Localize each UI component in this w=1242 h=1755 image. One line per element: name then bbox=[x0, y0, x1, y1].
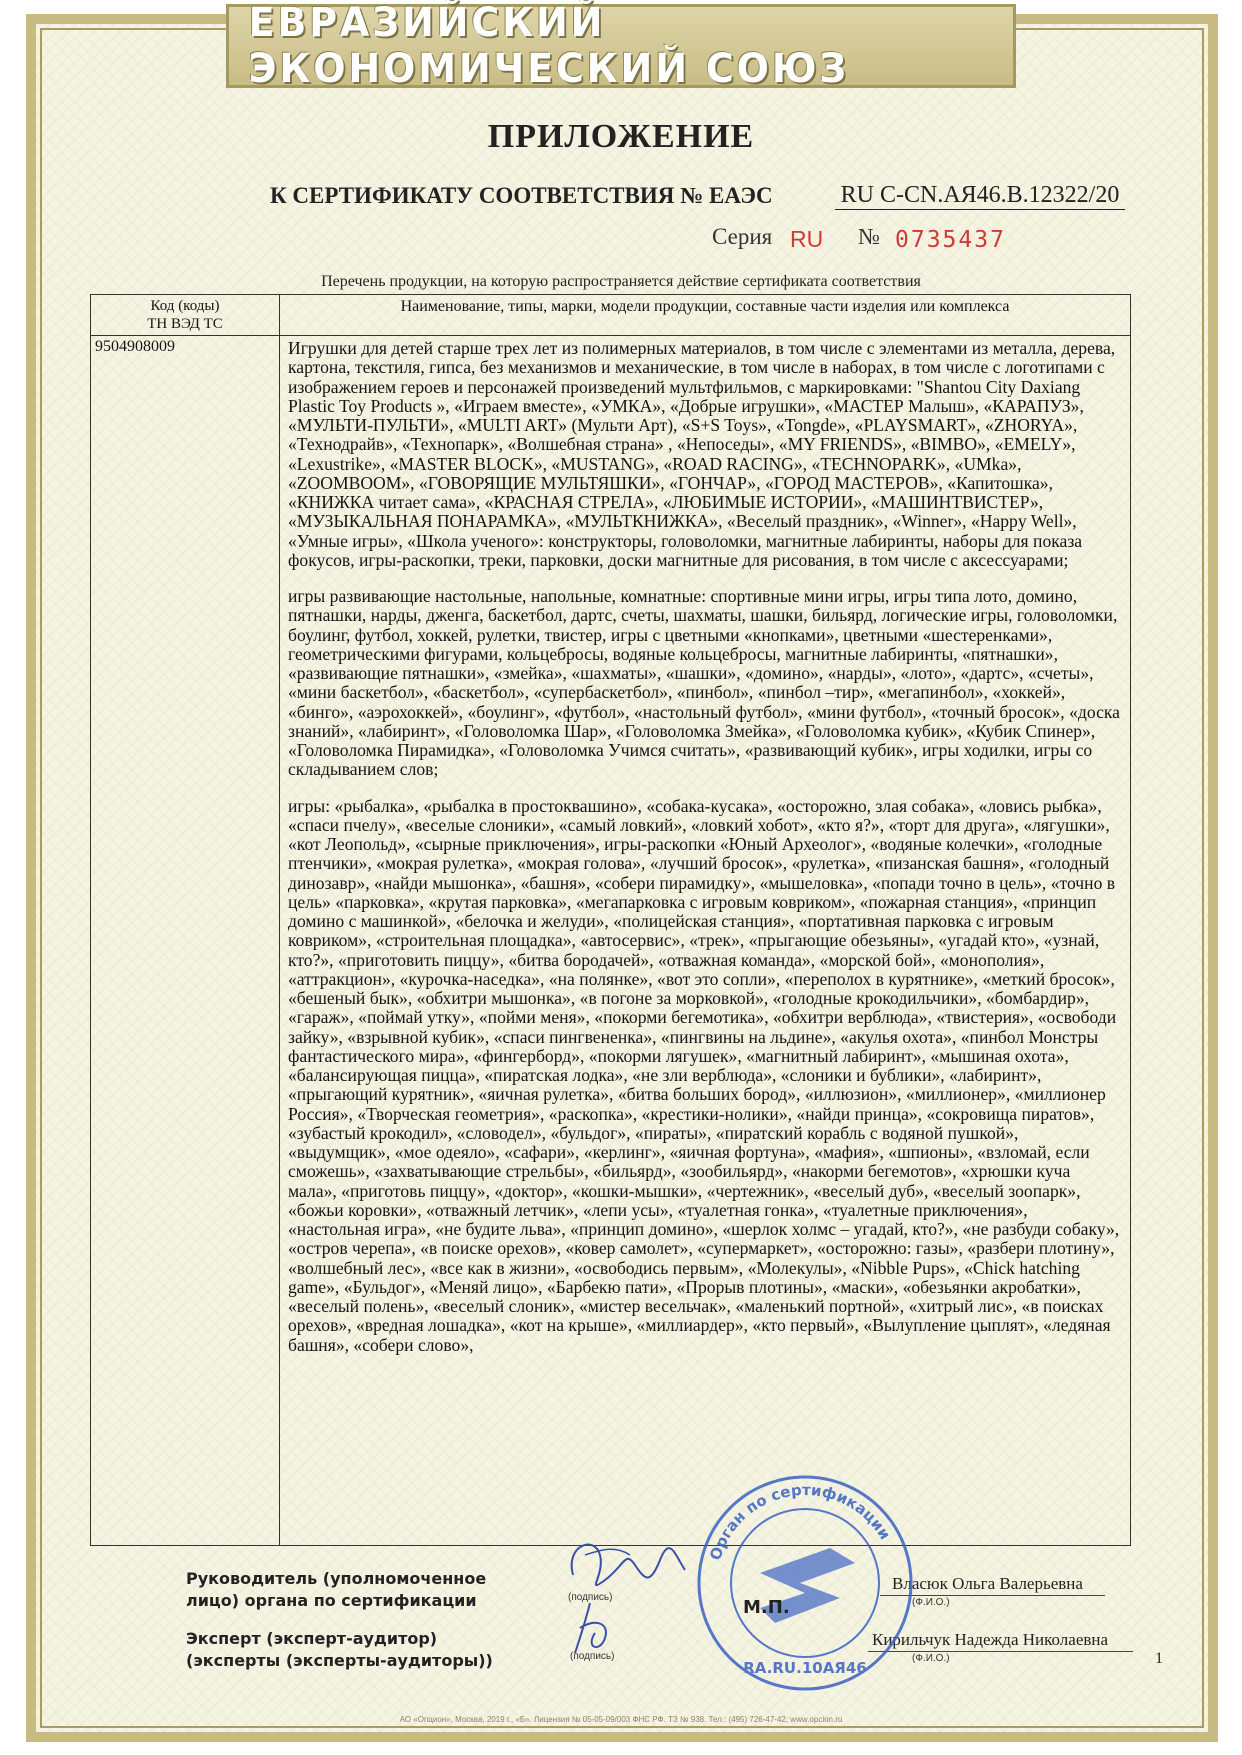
stamp-id-text: RA.RU.10АЯ46 bbox=[743, 1659, 867, 1677]
series-value: RU bbox=[790, 226, 824, 252]
table-row bbox=[91, 336, 1130, 1546]
description-paragraph-1: Игрушки для детей старше трех лет из полимерных материалов, в том числе с элементами из металла, дерева, картона, текстиля, гипса, без механизмов и механические, в том числе в наборах, в том числе с логотипами с изображением героев и персонажей произведений мультфильмов, с маркировками: "Shantou City Daxiang Plastic Toy Products », «Играем вместе», «УМКА», «Добрые игрушки», «МАСТЕР Малыш», «КАРАПУЗ», «МУЛЬТИ-ПУЛЬТИ», «MULTI ART» (Мульти Арт), «S+S Toys», «Tongde», «PLAYSMART», «ZHORYA», «Технодрайв», «Технопарк», «Волшебная страна» , «Непоседы», «MY FRIENDS», «BIMBO», «EMELY», «Lexustrike», «MASTER BLOCK», «MUSTANG», «ROAD RACING», «TECHNOPARK», «UMka», «ZOOMBOOM», «ГОВОРЯЩИЕ МУЛЬТЯШКИ», «ГОНЧАР», «ГОРОД МАСТЕРОВ», «Капитошка», «КНИЖКА читает сама», «КРАСНАЯ СТРЕЛА», «ЛЮБИМЫЕ ИСТОРИИ», «МАШИНТВИСТЕР», «МУЗЫКАЛЬНАЯ ПОНАРАМКА», «МУЛЬТКНИЖКА», «Веселый праздник», «Winner», «Happy Well», «Умные игры», «Школа ученого»: конструкторы, головоломки, магнитные лабиринты, наборы для показа фокусов, игры-раскопки, треки, парковки, доски магнитные для рисования, в том числе с аксессуарами; bbox=[288, 338, 1116, 570]
certification-stamp bbox=[690, 1468, 920, 1698]
head-name: Власюк Ольга Валерьевна bbox=[892, 1574, 1083, 1593]
series-label: Серия bbox=[712, 224, 773, 249]
description-paragraph-3: игры: «рыбалка», «рыбалка в простоквашино», «собака-кусака», «осторожно, злая собака», «ловись рыбка», «спаси пчелу», «веселые слоники», «самый ловкий», «ловкий хобот», «кто я?», «торт для друга», «лягушки», «кот Леопольд», «сырные приключения», игры-раскопки «Юный Археолог», «водяные колечки», «голодные птенчики», «мокрая рулетка», «мокрая голова», «лучший бросок», «рулетка», «пизанская башня», «голодный динозавр», «найди мышонка», «башня», «собери пирамидку», «мышеловка», «попади точно в цель», «точно в цель» «парковка», «крутая парковка», «мегапарковка с игровым ковриком», «пожарная станция», «принцип домино с машинкой», «белочка и желуди», «полицейская станция», «портативная парковка с игровым ковриком», «строительная площадка», «автосервис», «трек», «прыгающие обезьяны», «угадай кто», «узнай, кто?», «приготовить пиццу», «битва бородачей», «отважная команда», «морской бой», «монополия», «аттракцион», «курочка-наседка», «на полянке», «вот это сопли», «переполох в курятнике», «меткий бросок», «бешеный бык», «обхитри мышонка», «в погоне за морковкой», «голодные крокодильчики», «бомбардир», «гараж», «поймай утку», «пойми меня», «покорми бегемотика», «обхитри верблюда», «твистерия», «освободи зайку», «взрывной кубик», «спаси пингвененка», «пингвины на льдине», «акулья охота», «пинбол Монстры фантастического мира», «фингерборд», «покорми лягушек», «магнитный лабиринт», «мышиная охота», «балансирующая пицца», «пиратская лодка», «не зли верблюда», «слоники и бублики», «лабиринт», «прыгающий курятник», «яичная рулетка», «битва больших бород», «иллюзион», «миллионер», «миллионер Россия», «Творческая геометрия», «раскопка», «крестики-нолики», «найди принца», «сокровища пиратов», «зубастый крокодил», «словодел», «бульдог», «пираты», «пиратский корабль с водяной пушкой», «выдумщик», «мое одеяло», «сафари», «керлинг», «яичная фортуна», «мафия», «шпионы», «взломай, если сможешь», «захватывающие стрельбы», «бильярд», «зообильярд», «накорми бегемотов», «хрюшки куча мала», «приготовь пиццу», «доктор», «кошки-мышки», «чертежник», «веселый дуб», «веселый зоопарк», «божьи коровки», «отважный летчик», «лепи усы», «туалетная гонка», «туалетные приключения», «настольная игра», «не будите льва», «принцип домино», «шерлок холмс – угадай, кто?», «не разбуди собаку», «остров черепа», «в поиске орехов», «ковер самолет», «супермаркет», «осторожно: газы», «разбери плотину», «волшебный лес», «все как в жизни», «освободись первым», «Молекулы», «Nibble Pups», «Chick hatching game», «Бульдог», «Меняй лицо», «Барбекю пати», «Прорыв плотины», «маски», «обезьянки акробатки», «веселый полень», «веселый слоник», «мистер весельчак», «маленький портной», «хитрый лис», «в поисках орехов», «вредная лошадка», «кот на крыше», «миллиардер», «кто первый», «Вылупление цыплят», «ледяная башня», «собери слово», bbox=[288, 795, 1120, 1355]
product-description-cell bbox=[280, 336, 1130, 1546]
head-label-line1: Руководитель (уполномоченное bbox=[186, 1569, 487, 1588]
stamp-ring-text: Орган по сертификации bbox=[706, 1480, 895, 1563]
product-table bbox=[90, 294, 1131, 1546]
head-of-body-label bbox=[186, 1568, 486, 1612]
page-number: 1 bbox=[1155, 1650, 1163, 1667]
code-header-line2: ТН ВЭД ТС bbox=[147, 316, 223, 332]
certificate-number: RU C-CN.АЯ46.В.12322/20 bbox=[835, 181, 1125, 210]
description-paragraph-2: игры развивающие настольные, напольные, комнатные: спортивные мини игры, игры типа лото, домино, пятнашки, нарды, дженга, баскетбол, дартс, счеты, шахматы, шашки, бильярд, логические игры, головоломки, боулинг, футбол, хоккей, рулетки, твистер, игры с цветными «кнопками», цветными «шестеренками», геометрическими фигурами, кольцебросы, водяные кольцебросы, магнитные лабиринты, «пятнашки», «развивающие пятнашки», «змейка», «шахматы», «шашки», «домино», «нарды», «лото», «дартс», «счеты», «мини баскетбол», «баскетбол», «супербаскетбол», «пинбол», «пинбол –тир», «мегапинбол», «хоккей», «бинго», «аэрохоккей», «боулинг», «футбол», «настольный футбол», «мини футбол», «точный бросок», «доска знаний», «лабиринт», «Головоломка Шар», «Головоломка Змейка», «Головоломка кубик», «Кубик Спинер», «Головоломка Пирамидка», «Головоломка Учимся считать», «развивающий кубик», игры ходилки, игры со складыванием слов; bbox=[288, 586, 1120, 780]
table-header bbox=[91, 295, 1130, 336]
code-column-header bbox=[91, 295, 280, 335]
product-list-caption: Перечень продукции, на которую распространяется действие сертификата соответствия bbox=[321, 273, 921, 290]
stamp-mark-label: М.П. bbox=[743, 1597, 790, 1618]
name-column-header: Наименование, типы, марки, модели продукции, составные части изделия или комплекса bbox=[400, 298, 1010, 315]
code-header-line1: Код (коды) bbox=[150, 298, 220, 314]
expert-signature bbox=[550, 1598, 640, 1658]
head-name-caption: (Ф.И.О.) bbox=[912, 1597, 950, 1608]
expert-name: Кирильчук Надежда Николаевна bbox=[872, 1630, 1109, 1649]
page-title: ПРИЛОЖЕНИЕ bbox=[487, 118, 755, 155]
head-signature bbox=[555, 1525, 705, 1600]
printer-imprint: АО «Опцион», Москва, 2019 г., «Б». Лицензия № 05-05-09/003 ФНС РФ. ТЗ № 938. Тел.: (495) 726-47-42, www.opcion.ru bbox=[399, 1715, 843, 1724]
head-label-line2: лицо) органа по сертификации bbox=[186, 1591, 477, 1610]
serial-number: 0735437 bbox=[895, 227, 1006, 253]
head-signature-caption: (подпись) bbox=[568, 1592, 613, 1603]
expert-label-line1: Эксперт (эксперт-аудитор) bbox=[186, 1629, 438, 1648]
expert-name-caption: (Ф.И.О.) bbox=[912, 1653, 950, 1664]
eaeu-banner bbox=[226, 0, 1016, 92]
number-label: № bbox=[858, 224, 880, 249]
expert-signature-caption: (подпись) bbox=[570, 1651, 615, 1662]
hs-code-cell: 9504908009 bbox=[91, 336, 280, 1546]
certificate-label: К СЕРТИФИКАТУ СООТВЕТСТВИЯ № ЕАЭС bbox=[270, 183, 773, 208]
expert-label-line2: (эксперты (эксперты-аудиторы)) bbox=[186, 1651, 493, 1670]
expert-label bbox=[186, 1628, 493, 1672]
svg-text:Орган по сертификации bbox=[706, 1481, 894, 1562]
banner-text: ЕВРАЗИЙСКИЙ ЭКОНОМИЧЕСКИЙ СОЮЗ bbox=[248, 0, 850, 92]
